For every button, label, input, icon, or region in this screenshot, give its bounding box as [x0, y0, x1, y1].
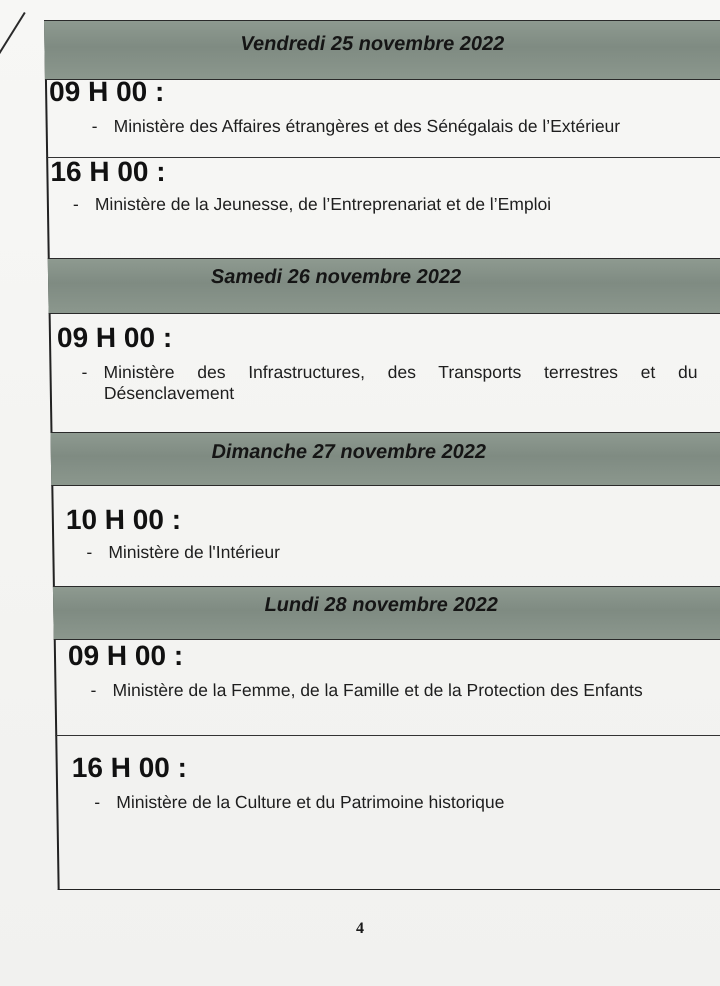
time-slot: 09 H 00 : - Ministère des Affaires étrangères et des Sénégalais de l’Extérieur [45, 80, 720, 158]
time-slot: 10 H 00 : - Ministère de l'Intérieur [65, 504, 281, 562]
day-header [50, 432, 720, 486]
day-header-label: Samedi 26 novembre 2022 [210, 266, 462, 288]
slot-time: 09 H 00 : [67, 640, 184, 671]
day-header [44, 20, 720, 80]
slot-time: 10 H 00 : [65, 504, 182, 535]
slot-item-text: Ministère de l'Intérieur [108, 542, 281, 562]
slot-time: 16 H 00 : [50, 156, 166, 187]
time-slot: 09 H 00 : - Ministère des Infrastructures, des Transports terrestres et du Désenclavement [56, 322, 698, 403]
time-slot: 16 H 00 : - Ministère de la Culture et du Patrimoine historique [55, 736, 720, 890]
slot-time: 09 H 00 : [48, 76, 165, 107]
slot-item-text: Ministère de la Culture et du Patrimoine historique [116, 792, 505, 812]
slot-item-text: Ministère de la Femme, de la Famille et de la Protection des Enfants [112, 680, 643, 700]
slot-time: 16 H 00 : [71, 752, 188, 783]
day-header-label: Vendredi 25 novembre 2022 [240, 33, 505, 55]
slot-item-text: Ministère des Affaires étrangères et des Sénégalais de l’Extérieur [113, 116, 621, 136]
day-header [48, 258, 720, 314]
day-header-label: Lundi 28 novembre 2022 [264, 594, 499, 616]
slot-item-text: Ministère des Infrastructures, des Transports terrestres et du Désenclavement [103, 362, 698, 403]
schedule-table [44, 20, 720, 890]
slot-item-text: Ministère de la Jeunesse, de l’Entreprenariat et de l’Emploi [94, 194, 552, 214]
time-slot: 16 H 00 : - Ministère de la Jeunesse, de l’Entreprenariat et de l’Emploi [50, 156, 552, 214]
day-header-label: Dimanche 27 novembre 2022 [211, 441, 487, 463]
slot-time: 09 H 00 : [56, 322, 173, 353]
time-slot: 09 H 00 : - Ministère de la Femme, de la Famille et de la Protection des Enfants [54, 640, 720, 736]
day-header [53, 586, 720, 640]
corner-mark [0, 12, 26, 79]
page-number: 4 [356, 920, 364, 937]
